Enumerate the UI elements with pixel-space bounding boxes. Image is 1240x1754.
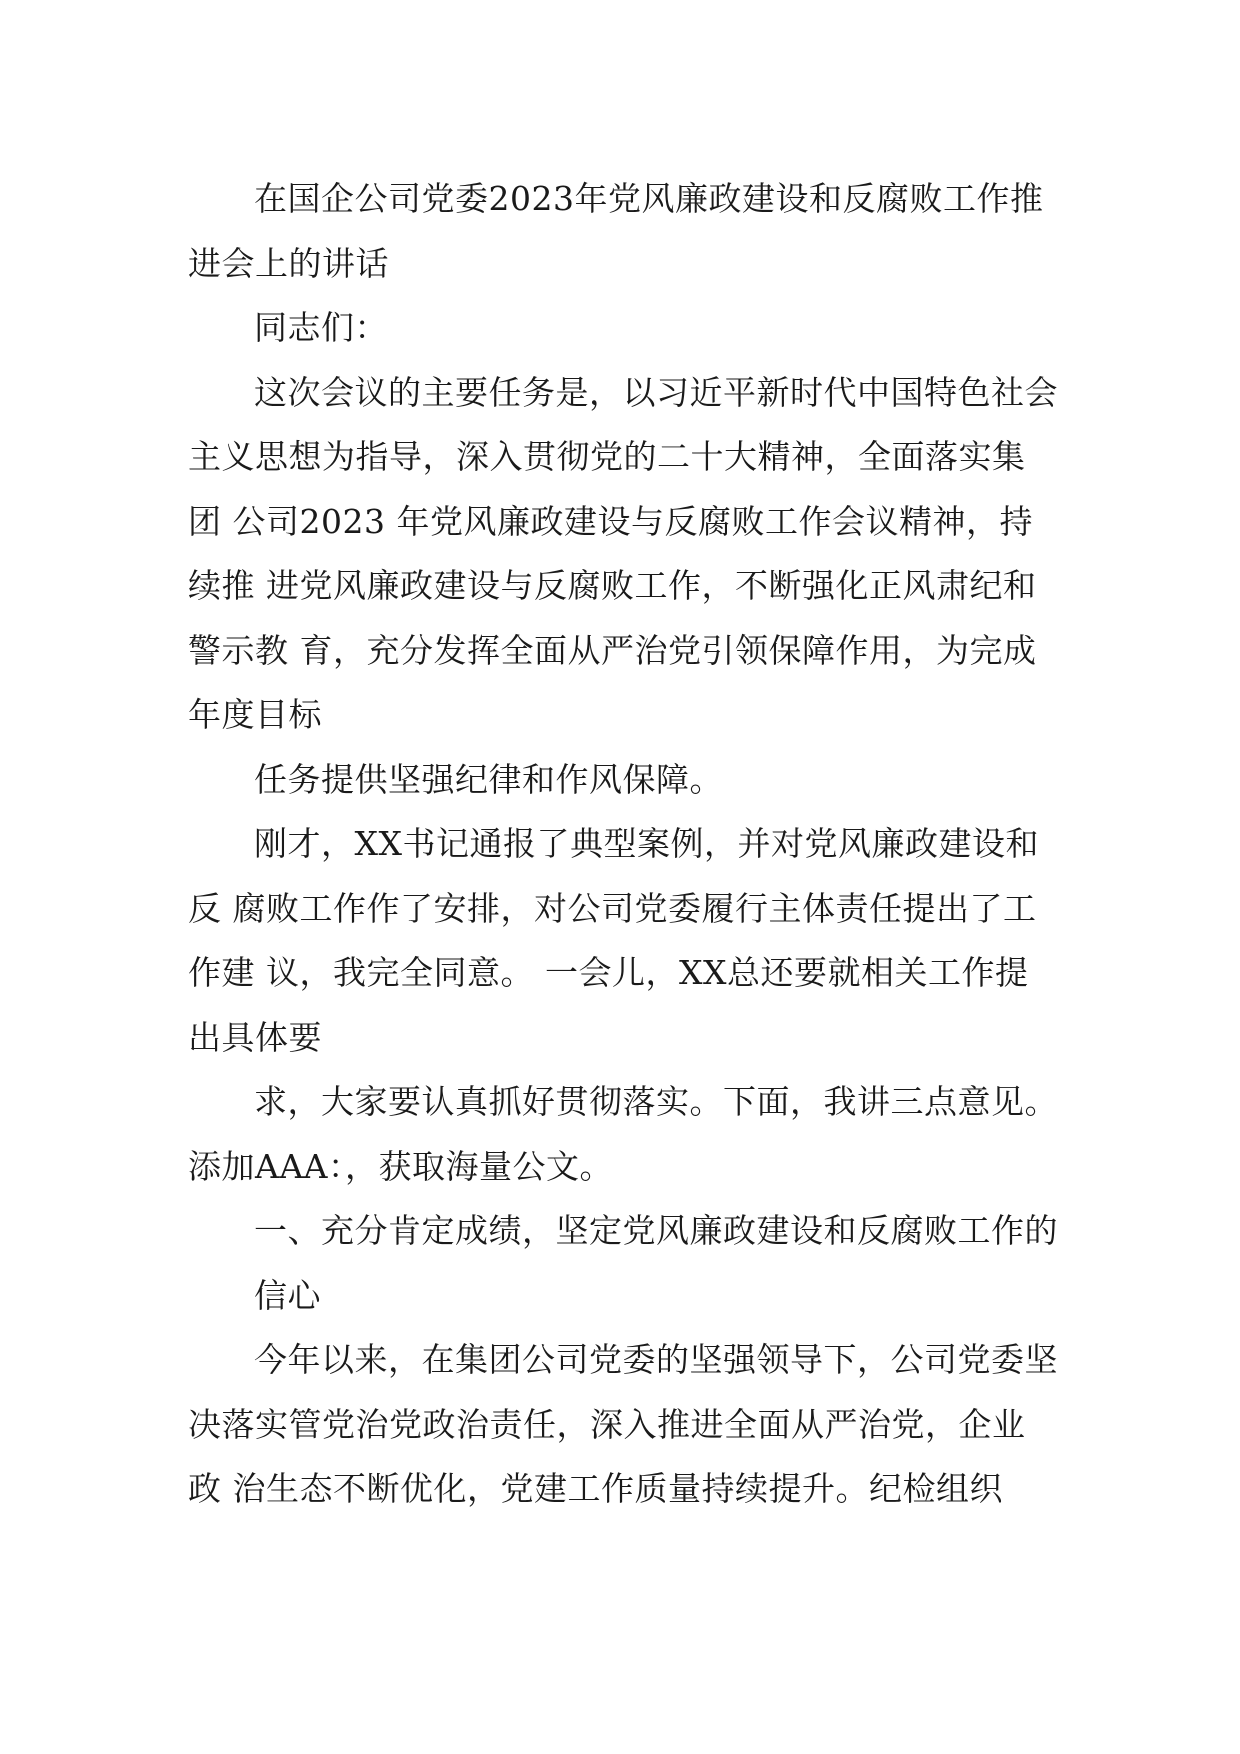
section-heading-continued: 信心 bbox=[254, 1275, 321, 1315]
paragraph: 今年以来，在集团公司党委的坚强领导下，公司党委坚 决落实管党治党政治责任，深入推进全面从严治党，企业政 治生态不断优化，党建工作质量持续提升。纪检组织 bbox=[188, 1340, 1069, 1508]
section-heading: 一、充分肯定成绩，坚定党风廉政建设和反腐败工作的 bbox=[254, 1211, 1058, 1250]
paragraph: 求，大家要认真抓好贯彻落实。下面，我讲三点意见。添加AAA：，获取海量公文。 bbox=[188, 1082, 1058, 1186]
document-body bbox=[188, 167, 1069, 1522]
paragraph: 刚才，XX书记通报了典型案例，并对党风廉政建设和反 腐败工作作了安排，对公司党委履行主体责任提出了工作建 议，我完全同意。 一会儿，XX总还要就相关工作提出具体要 bbox=[188, 824, 1039, 1057]
salutation: 同志们： bbox=[254, 308, 388, 347]
paragraph: 任务提供坚强纪律和作风保障。 bbox=[254, 759, 723, 799]
paragraph: 这次会议的主要任务是，以习近平新时代中国特色社会 主义思想为指导，深入贯彻党的二十大精神，全面落实集团 公司2023 年党风廉政建设与反腐败工作会议精神，持续推 进党风廉政建设与反腐败工作，不断强化正风肃纪和警示教 育，充分发挥全面从严治党引领保障作用，为完成年度目标 bbox=[188, 372, 1069, 734]
document-title: 在国企公司党委2023年党风廉政建设和反腐败工作推进会上的讲话 bbox=[188, 179, 1044, 283]
